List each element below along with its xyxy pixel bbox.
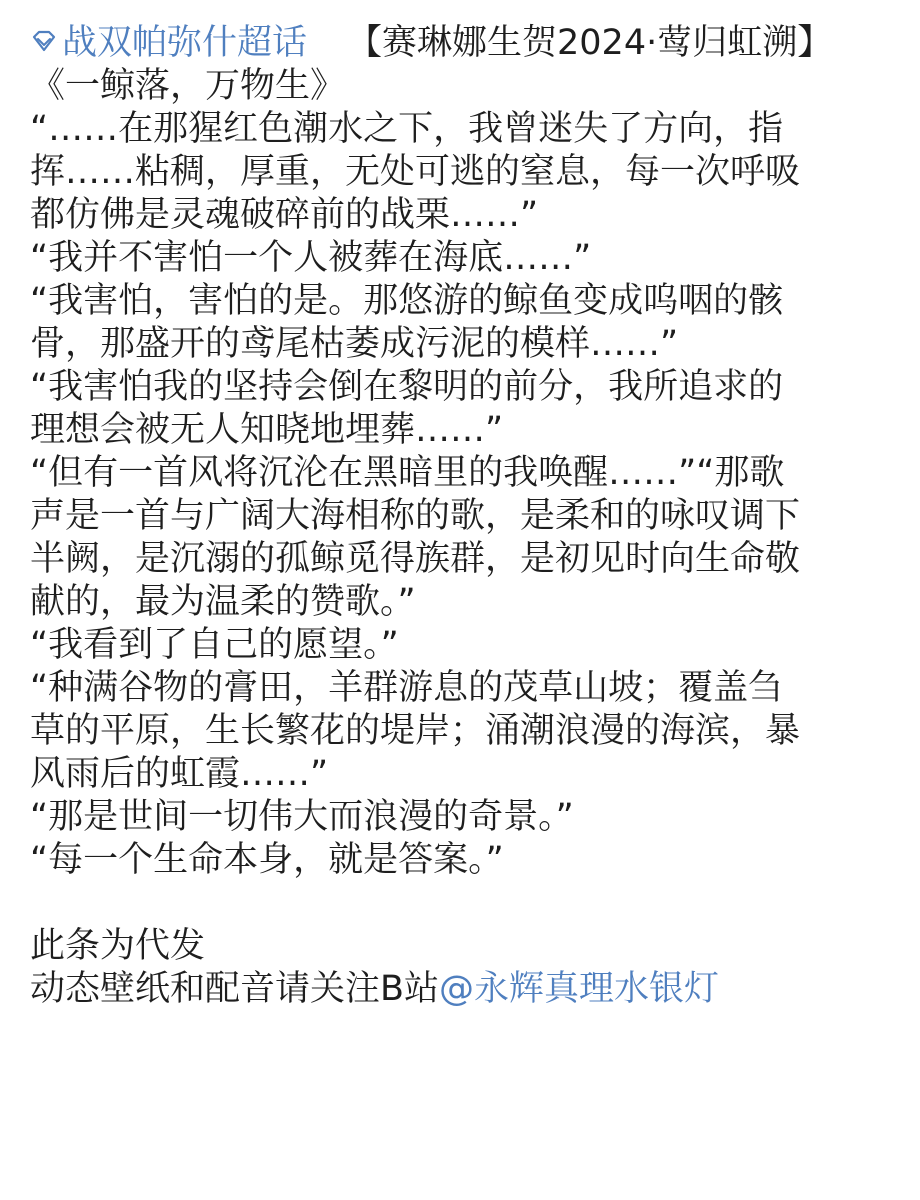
post-header-title: 【赛琳娜生贺2024·莺归虹溯】 [347, 23, 833, 63]
body-line-1: “……在那猩红色潮水之下，我曾迷失了方向，指 [30, 109, 784, 149]
body-line-5: “我害怕，害怕的是。那悠游的鲸鱼变成呜咽的骸 [30, 281, 784, 321]
body-line-13: “我看到了自己的愿望。” [30, 625, 399, 665]
body-line-9: “但有一首风将沉沦在黑暗里的我唤醒……”“那歌 [30, 453, 785, 493]
repost-note: 此条为代发 [30, 926, 206, 966]
body-line-4: “我并不害怕一个人被葬在海底……” [30, 238, 592, 278]
body-line-15: 草的平原，生长繁花的堤岸；涌潮浪漫的海滨，暴 [30, 711, 801, 751]
topic-diamond-icon [30, 28, 58, 56]
post-footer [30, 968, 890, 1011]
mention-link[interactable]: @永辉真理水银灯 [439, 969, 720, 1009]
body-line-18: “每一个生命本身，就是答案。” [30, 840, 504, 880]
footer-prefix: 动态壁纸和配音请关注B站 [30, 969, 440, 1009]
topic-link-label: 战双帕弥什超话 [62, 23, 308, 63]
post-subtitle: 《一鲸落，万物生》 [30, 66, 346, 106]
body-line-3: 都仿佛是灵魂破碎前的战栗……” [30, 195, 539, 235]
body-line-16: 风雨后的虹霞……” [30, 754, 329, 794]
body-line-17: “那是世间一切伟大而浪漫的奇景。” [30, 797, 574, 837]
body-line-12: 献的，最为温柔的赞歌。” [30, 582, 416, 622]
body-line-14: “种满谷物的膏田，羊群游息的茂草山坡；覆盖刍 [30, 668, 784, 708]
paragraph-spacer [30, 882, 890, 925]
topic-link[interactable] [30, 23, 307, 63]
body-line-10: 声是一首与广阔大海相称的歌，是柔和的咏叹调下 [30, 496, 801, 536]
body-line-6: 骨，那盛开的鸢尾枯萎成污泥的模样……” [30, 324, 679, 364]
body-line-7: “我害怕我的坚持会倒在黎明的前分，我所追求的 [30, 367, 784, 407]
body-line-2: 挥……粘稠，厚重，无处可逃的窒息，每一次呼吸 [30, 152, 801, 192]
post-header [30, 22, 890, 65]
post-content [30, 22, 890, 1011]
body-line-8: 理想会被无人知晓地埋葬……” [30, 410, 504, 450]
body-line-11: 半阙，是沉溺的孤鲸觅得族群，是初见时向生命敬 [30, 539, 801, 579]
